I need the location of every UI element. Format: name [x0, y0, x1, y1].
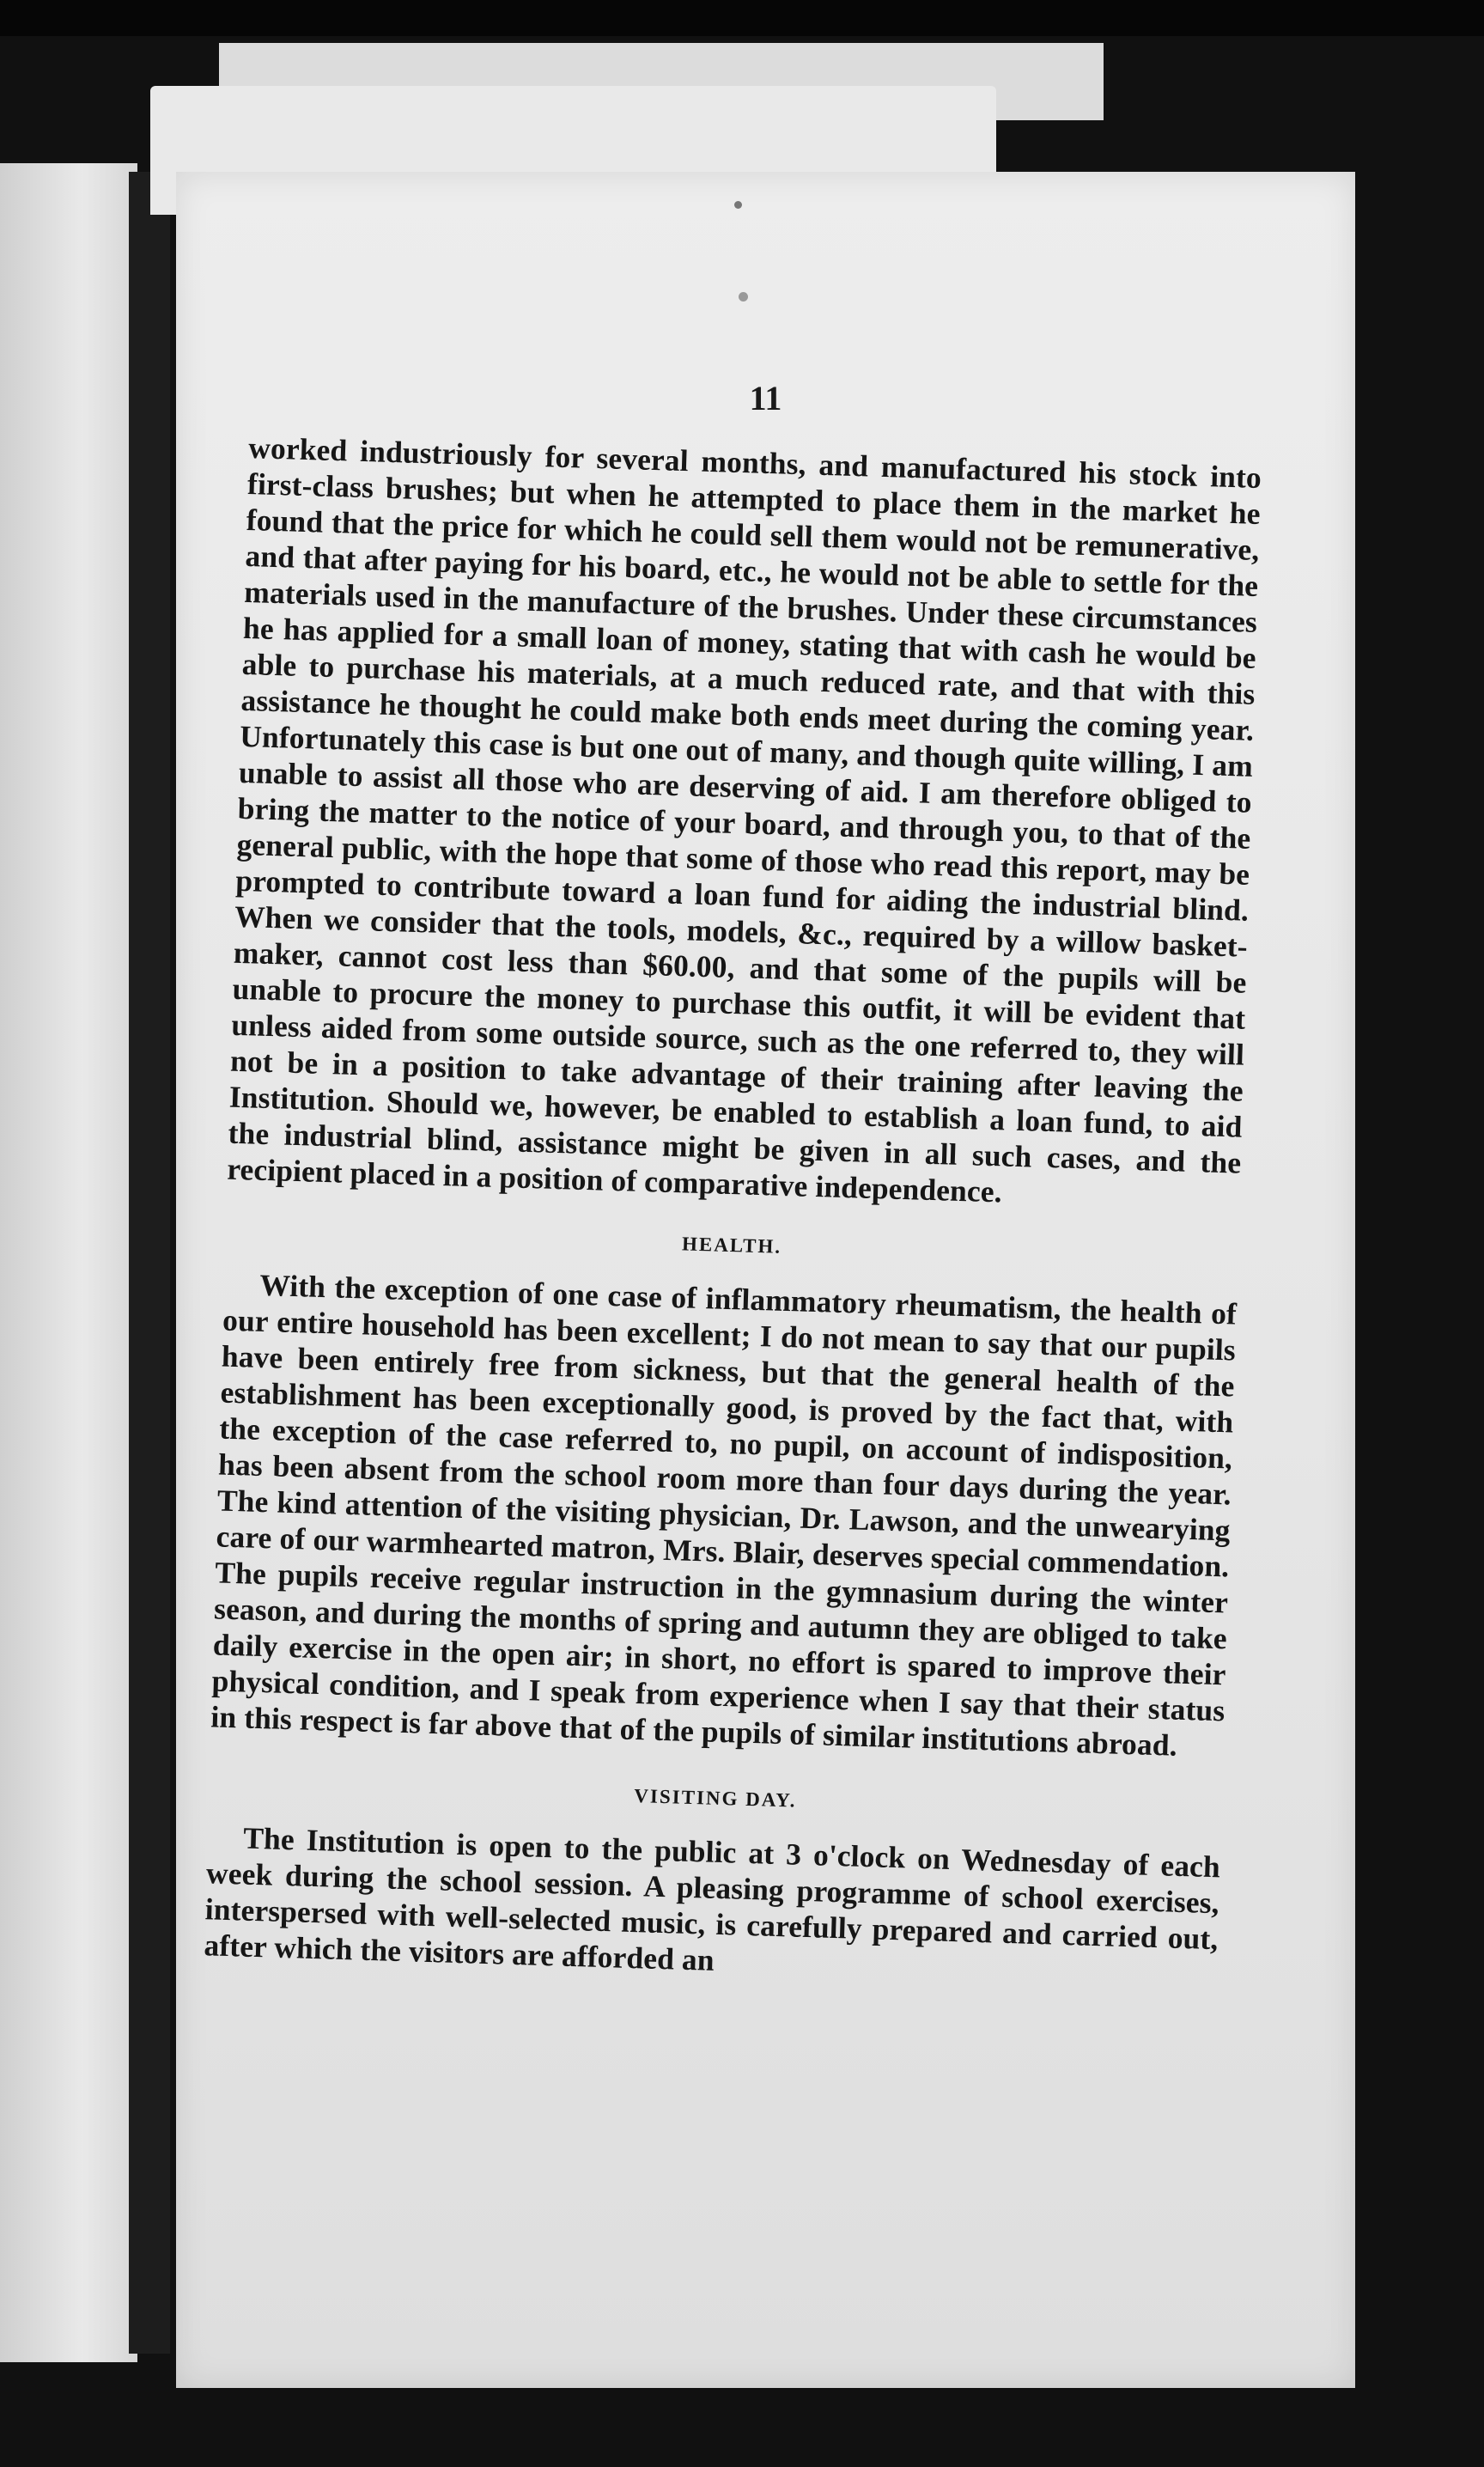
- document-page: [176, 172, 1355, 2388]
- section-heading-health: HEALTH.: [681, 1233, 782, 1258]
- health-paragraph: With the exception of one case of inflammatory rheumatism, the health of our entire household has been excellent; I do not mean to say that our pupils have been entirely free from sickness, but that the general health of the establishment has been exceptionally good, is proved by the fact that, with the exception of the case referred to, no pupil, on account of indisposition, has been absent from the school room more than four days during the year. The kind attention of the visiting physician, Dr. Lawson, and the unwearying care of our warmhearted matron, Mrs. Blair, deserves special commendation. The pupils receive regular instruction in the gymnasium during the winter season, and during the months of spring and autumn they are obliged to take daily exercise in the open air; in short, no effort is spared to improve their physical condition, and I speak from experience when I say that their status in this respect is far above that of the pupils of similar institutions abroad.: [210, 1267, 1238, 1763]
- page-speck: [739, 292, 748, 302]
- page-speck: [734, 201, 742, 209]
- page-number: 11: [749, 379, 782, 417]
- section-heading-visiting-day: VISITING DAY.: [634, 1785, 797, 1812]
- page-gutter-shadow: [129, 172, 170, 2354]
- visiting-day-paragraph: The Institution is open to the public at 3 o'clock on Wednesday of each week during the school session. A pleasing programme of school exercises, interspersed with well-selected music, is carefully prepared and carried out, after which the visitors are afforded an: [204, 1820, 1221, 1977]
- page-content: [204, 429, 1262, 1993]
- scan-top-border: [0, 0, 1484, 36]
- adjacent-page-edge: [0, 163, 137, 2362]
- body-paragraph-continuation: worked industriously for several months, and manufactured his stock into first-class brushes; but when he attempted to place them in the market he found that the price for which he could sell them would not be remunerative, and that after paying for his board, etc., he would not be able to settle for the materials used in the manufacture of the brushes. Under these circumstances he has applied for a small loan of money, stating that with cash he would be able to purchase his materials, at a much reduced rate, and that with this assistance he thought he could make both ends meet during the coming year. Unfortunately this case is but one out of many, and though quite willing, I am unable to assist all those who are deserving of aid. I am therefore obliged to bring the matter to the notice of your board, and through you, to that of the general public, with the hope that some of those who read this report, may be prompted to contribute toward a loan fund for aiding the industrial blind. When we consider that the tools, models, &c., required by a willow basket-maker, cannot cost less than $60.00, and that some of the pupils will be unable to procure the money to purchase this outfit, it will be evident that unless aided from some outside source, such as the one referred to, they will not be in a position to take advantage of their training after leaving the Institution. Should we, however, be enabled to establish a loan fund, to aid the industrial blind, assistance might be given in all such cases, and the recipient placed in a position of comparative independence.: [226, 429, 1262, 1209]
